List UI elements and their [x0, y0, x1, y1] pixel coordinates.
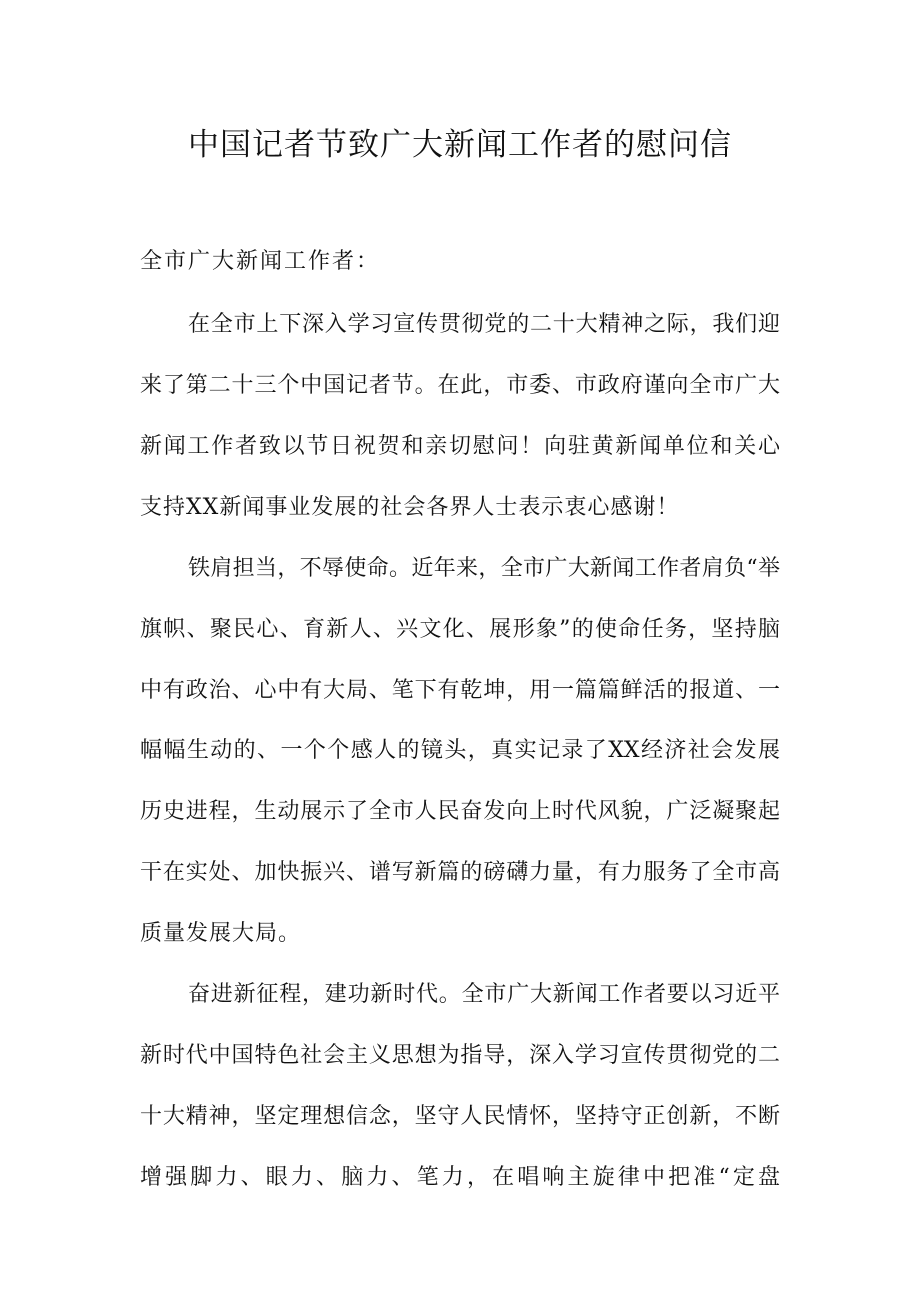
paragraph-line: 干在实处、加快振兴、谱写新篇的磅礴力量，有力服务了全市高: [140, 860, 780, 885]
paragraph-line: 中有政治、心中有大局、笔下有乾坤，用一篇篇鲜活的报道、一: [140, 678, 780, 703]
salutation: 全市广大新闻工作者：: [140, 249, 381, 274]
paragraph-line: 十大精神，坚定理想信念，坚守人民情怀，坚持守正创新，不断: [140, 1104, 780, 1129]
paragraph-line: 历史进程，生动展示了全市人民奋发向上时代风貌，广泛凝聚起: [140, 799, 780, 824]
paragraph-line: 支持XX新闻事业发展的社会各界人士表示衷心感谢！: [140, 495, 680, 520]
paragraph-line: 来了第二十三个中国记者节。在此，市委、市政府谨向全市广大: [140, 373, 780, 398]
paragraph-line: 在全市上下深入学习宣传贯彻党的二十大精神之际，我们迎: [188, 312, 780, 337]
paragraph-line: 新闻工作者致以节日祝贺和亲切慰问！向驻黄新闻单位和关心: [140, 434, 780, 459]
paragraph-line: 增强脚力、眼力、脑力、笔力，在唱响主旋律中把准“定盘: [140, 1165, 780, 1190]
paragraph-line: 奋进新征程，建功新时代。全市广大新闻工作者要以习近平: [188, 982, 780, 1007]
paragraph-line: 旗帜、聚民心、育新人、兴文化、展形象”的使命任务，坚持脑: [140, 617, 780, 642]
paragraph-line: 质量发展大局。: [140, 921, 302, 946]
paragraph-line: 铁肩担当，不辱使命。近年来，全市广大新闻工作者肩负“举: [188, 556, 780, 581]
paragraph-line: 新时代中国特色社会主义思想为指导，深入学习宣传贯彻党的二: [140, 1043, 780, 1068]
paragraph-line: 幅幅生动的、一个个感人的镜头，真实记录了XX经济社会发展: [140, 738, 780, 763]
document-title: 中国记者节致广大新闻工作者的慰问信: [188, 127, 732, 163]
